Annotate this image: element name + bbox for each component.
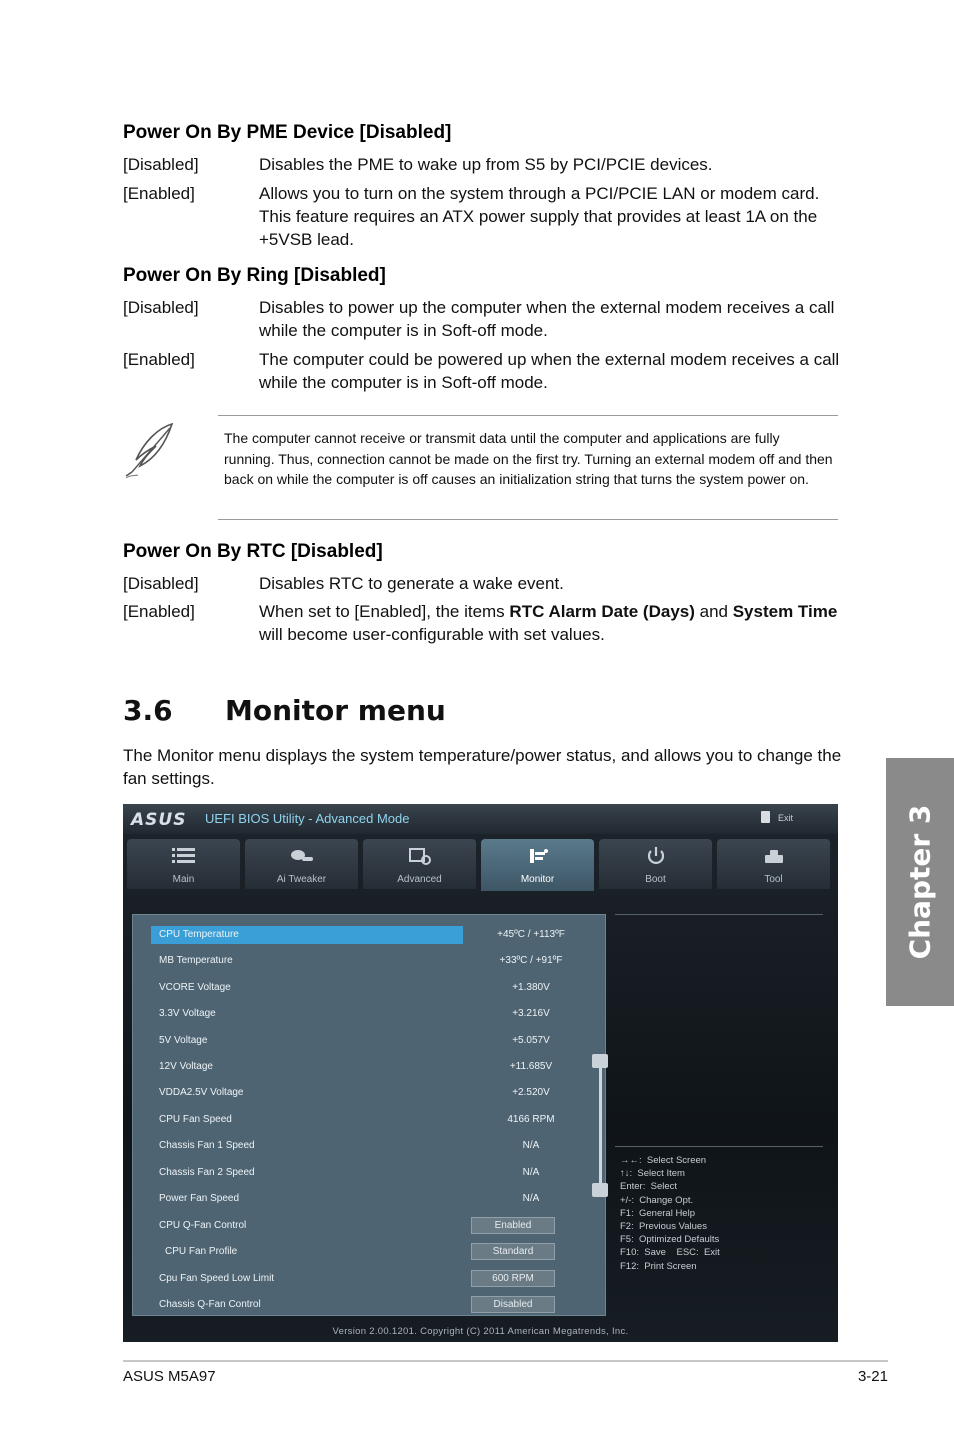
footer-product: ASUS M5A97 — [123, 1368, 216, 1385]
option-label: [Disabled] — [123, 574, 199, 593]
tab-advanced[interactable] — [363, 839, 476, 889]
setting-value: +45ºC / +113ºF — [497, 929, 565, 940]
setting-value: +5.057V — [512, 1035, 550, 1046]
option-description: Disables RTC to generate a wake event. — [259, 574, 564, 593]
tab-label: Tool — [764, 874, 783, 885]
option-description: Disables to power up the computer when the external modem receives a call while the computer is in Soft-off mode. — [259, 298, 835, 340]
tool-icon — [762, 847, 786, 865]
tab-ai-tweaker[interactable] — [245, 839, 358, 889]
option-description: Disables the PME to wake up from S5 by PCI/PCIE devices. — [259, 155, 713, 174]
exit-door-icon — [761, 811, 770, 823]
setting-name: MB Temperature — [159, 955, 233, 966]
setting-name: Chassis Q-Fan Control — [159, 1299, 261, 1310]
section-name: Monitor menu — [225, 694, 446, 727]
monitor-gauge-icon — [526, 847, 550, 865]
setting-name: Chassis Fan 1 Speed — [159, 1140, 255, 1151]
key-help-item: F5: Optimized Defaults — [620, 1234, 720, 1246]
tweaker-icon — [290, 847, 314, 865]
asus-logo: ASUS — [131, 810, 187, 830]
setting-name: Power Fan Speed — [159, 1193, 240, 1204]
setting-name: 5V Voltage — [159, 1035, 208, 1046]
key-help-list — [620, 1154, 820, 1273]
bios-tab-bar — [127, 839, 833, 889]
option-label: [Enabled] — [123, 602, 195, 621]
setting-value: N/A — [522, 1167, 540, 1178]
option-description: Allows you to turn on the system through a PCI/PCIE LAN or modem card. This feature requires an ATX power supply that provides at least 1A on the +5VSB lead. — [259, 184, 820, 249]
setting-value: N/A — [522, 1193, 540, 1204]
tab-label: Main — [172, 874, 195, 885]
ring-disabled-row — [123, 296, 843, 342]
rtc-enabled-row — [123, 600, 843, 646]
setting-value: 4166 RPM — [507, 1114, 555, 1125]
setting-row-vcore-voltage[interactable] — [151, 979, 591, 997]
divider — [615, 1146, 823, 1147]
setting-row-cpu-fan-low-limit[interactable] — [151, 1270, 591, 1288]
key-help-item: →←: Select Screen — [620, 1155, 707, 1166]
bios-version: Version 2.00.1201. Copyright (C) 2011 American Megatrends, Inc. — [332, 1326, 629, 1337]
setting-name: VDDA2.5V Voltage — [159, 1087, 244, 1098]
setting-row-chassis-qfan-control[interactable] — [151, 1296, 591, 1314]
exit-button[interactable] — [759, 811, 819, 828]
key-help-item: F1: General Help — [620, 1207, 695, 1219]
setting-row-5v-voltage[interactable] — [151, 1032, 591, 1050]
note-text: The computer cannot receive or transmit data until the computer and applications are fully running. Thus, connection cannot be made on the first try. Turning an external modem off and then back on while the computer is off causes an initialization string that turns the system power on. — [224, 430, 833, 487]
desc-text: will become user-configurable with set values. — [259, 625, 605, 644]
tab-label: Boot — [645, 874, 666, 885]
desc-text: When set to [Enabled], the items — [259, 602, 510, 621]
pme-heading: Power On By PME Device [Disabled] — [123, 122, 452, 143]
setting-value: +11.685V — [509, 1061, 553, 1072]
option-description — [259, 600, 843, 646]
setting-value: N/A — [522, 1140, 540, 1151]
setting-name: 12V Voltage — [159, 1061, 213, 1072]
pme-disabled-row — [123, 153, 843, 176]
tab-tool[interactable] — [717, 839, 830, 889]
exit-label: Exit — [778, 813, 794, 823]
scroll-down-arrow-icon[interactable] — [592, 1183, 608, 1197]
setting-name: Chassis Fan 2 Speed — [159, 1167, 255, 1178]
option-label: [Disabled] — [123, 155, 199, 174]
bios-screenshot — [123, 804, 838, 1342]
setting-row-power-fan[interactable] — [151, 1190, 591, 1208]
cpu-fan-profile-select[interactable]: Standard — [471, 1243, 555, 1260]
setting-row-cpu-qfan-control[interactable] — [151, 1217, 591, 1235]
chapter-label: Chapter 3 — [903, 804, 937, 960]
setting-row-chassis-fan-2[interactable] — [151, 1164, 591, 1182]
ring-heading: Power On By Ring [Disabled] — [123, 265, 386, 286]
cpu-qfan-control-select[interactable]: Enabled — [471, 1217, 555, 1234]
setting-name: 3.3V Voltage — [159, 1008, 216, 1019]
key-help-item: F10: Save ESC: Exit — [620, 1247, 720, 1259]
tab-monitor[interactable] — [481, 839, 594, 891]
option-label: [Enabled] — [123, 184, 195, 203]
setting-row-vdda-voltage[interactable] — [151, 1084, 591, 1102]
setting-value: +3.216V — [512, 1008, 550, 1019]
note-box — [218, 415, 838, 520]
list-icon — [172, 847, 196, 865]
monitor-settings-panel — [132, 914, 606, 1316]
footer-divider — [123, 1360, 888, 1362]
setting-row-cpu-temperature[interactable] — [151, 926, 591, 944]
feather-note-icon — [120, 420, 182, 482]
setting-row-cpu-fan-profile[interactable] — [151, 1243, 591, 1261]
tab-label: Advanced — [397, 874, 442, 885]
scroll-up-arrow-icon[interactable] — [592, 1054, 608, 1068]
key-help-item: F12: Print Screen — [620, 1260, 697, 1272]
pme-enabled-row — [123, 182, 843, 252]
tab-boot[interactable] — [599, 839, 712, 889]
setting-row-mb-temperature[interactable] — [151, 952, 591, 970]
cpu-fan-low-limit-select[interactable]: 600 RPM — [471, 1270, 555, 1287]
option-label: [Enabled] — [123, 350, 195, 369]
setting-row-12v-voltage[interactable] — [151, 1058, 591, 1076]
help-panel — [615, 914, 823, 1316]
setting-name: CPU Temperature — [159, 929, 239, 940]
key-help-item: +/-: Change Opt. — [620, 1194, 694, 1206]
key-help-item: ↑↓: Select Item — [620, 1168, 685, 1180]
setting-name: CPU Fan Speed — [159, 1114, 232, 1125]
scrollbar[interactable] — [599, 1063, 602, 1193]
setting-name: VCORE Voltage — [159, 982, 231, 993]
divider — [615, 914, 823, 915]
rtc-disabled-row — [123, 572, 843, 595]
bios-title-bar — [123, 804, 838, 834]
setting-name: CPU Fan Profile — [165, 1246, 238, 1257]
ring-enabled-row — [123, 348, 843, 394]
bios-title: UEFI BIOS Utility - Advanced Mode — [205, 811, 410, 826]
section-number: 3.6 — [123, 694, 173, 727]
rtc-alarm-date-term: RTC Alarm Date (Days) — [509, 602, 695, 621]
tab-label: Ai Tweaker — [276, 874, 327, 885]
setting-name: CPU Q-Fan Control — [159, 1220, 247, 1231]
option-description: The computer could be powered up when the external modem receives a call while the computer is in Soft-off mode. — [259, 350, 840, 392]
power-icon — [644, 847, 668, 865]
chassis-qfan-control-select[interactable]: Disabled — [471, 1296, 555, 1313]
setting-row-chassis-fan-1[interactable] — [151, 1137, 591, 1155]
setting-value: +1.380V — [512, 982, 550, 993]
page-number: 3-21 — [857, 1368, 888, 1385]
option-label: [Disabled] — [123, 298, 199, 317]
setting-value: +33ºC / +91ºF — [499, 955, 563, 966]
setting-row-3v3-voltage[interactable] — [151, 1005, 591, 1023]
tab-label: Monitor — [520, 874, 555, 885]
setting-row-cpu-fan-speed[interactable] — [151, 1111, 591, 1129]
section-intro: The Monitor menu displays the system temperature/power status, and allows you to change the fan settings. — [123, 746, 842, 788]
system-time-term: System Time — [732, 602, 838, 621]
setting-value: +2.520V — [512, 1087, 550, 1098]
tab-main[interactable] — [127, 839, 240, 889]
key-help-item: F2: Previous Values — [620, 1221, 707, 1233]
rtc-heading: Power On By RTC [Disabled] — [123, 541, 383, 562]
advanced-settings-icon — [408, 847, 432, 865]
desc-text: and — [694, 602, 733, 621]
key-help-item: Enter: Select — [620, 1181, 678, 1193]
chapter-tab — [886, 758, 954, 1006]
setting-name: Cpu Fan Speed Low Limit — [159, 1273, 275, 1284]
